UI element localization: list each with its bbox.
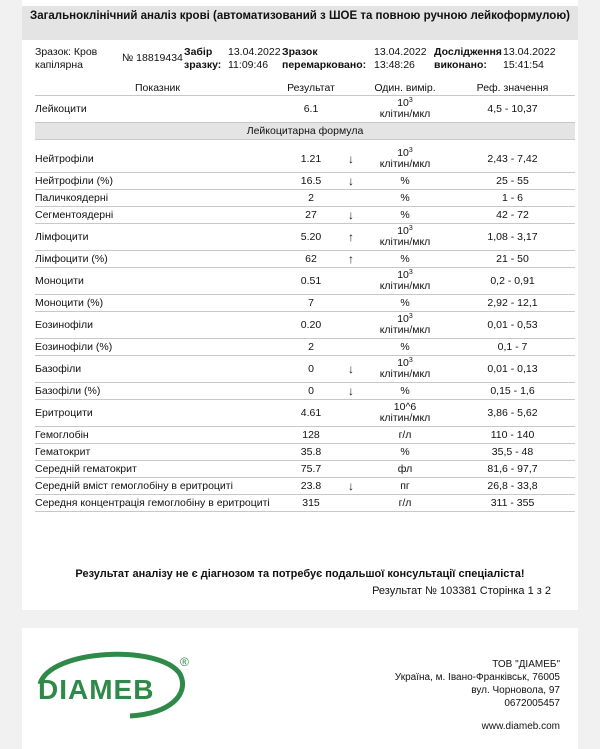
result-value: 0.20 [280,312,342,339]
company-name: ТОВ "ДІАМЕБ" [492,659,560,670]
unit-base: 10 [397,357,409,369]
reference-range: 0,1 - 7 [450,339,575,356]
col-header-flag [342,80,360,96]
reference-range: 42 - 72 [450,207,575,224]
reference-range: 2,43 - 7,42 [450,146,575,173]
relabel-time: 13:48:26 [374,59,415,71]
result-value: 7 [280,295,342,312]
col-header-reference: Реф. значення [450,80,575,96]
reference-range: 0,01 - 0,53 [450,312,575,339]
table-row [35,251,575,268]
parameter-name: Середній вміст гемоглобіну в еритроциті [35,478,280,495]
unit-text: фл [397,462,413,475]
parameter-name: Паличкоядерні [35,190,280,207]
unit-cell [360,295,450,312]
collect-datetime [228,46,281,72]
result-value: 2 [280,339,342,356]
result-flag [342,444,360,461]
diameb-logo [30,644,200,724]
unit-text: клітин/мкл [379,412,431,424]
unit-exponent: 3 [408,97,413,104]
reference-range: 25 - 55 [450,173,575,190]
reference-range: 1 - 6 [450,190,575,207]
table-row [35,444,575,461]
relabel-date: 13.04.2022 [374,46,427,58]
unit-text: % [400,384,410,397]
table-row [35,312,575,339]
unit-text: пг [400,479,410,492]
result-value: 62 [280,251,342,268]
parameter-name: Нейтрофіли (%) [35,173,280,190]
unit-text: клітин/мкл [379,368,431,380]
section-header-body [35,123,575,147]
unit-exponent: 3 [408,147,413,154]
parameter-name: Лімфоцити (%) [35,251,280,268]
unit-text: клітин/мкл [379,280,431,292]
unit-base: 10 [397,147,409,159]
table-row [35,96,575,123]
unit-cell [360,427,450,444]
parameter-name: Базофіли (%) [35,383,280,400]
col-header-parameter: Показник [35,80,280,96]
unit-text: клітин/мкл [379,324,431,336]
unit-cell [360,207,450,224]
table-row [35,461,575,478]
result-value: 315 [280,495,342,512]
result-value: 0.51 [280,268,342,295]
report-title: Загальноклінічний аналіз крові (автоматизований з ШОЕ та повною ручною лейкоформулою) [22,6,578,40]
logo-registered-mark: ® [180,655,189,669]
reference-range: 0,2 - 0,91 [450,268,575,295]
unit-text: % [400,445,410,458]
table-row [35,224,575,251]
done-time: 15:41:54 [503,59,544,71]
unit-cell [360,251,450,268]
result-flag: ↓ [342,478,360,495]
parameter-name: Середній гематокрит [35,461,280,478]
parameter-name: Моноцити (%) [35,295,280,312]
unit-base: 10 [397,269,409,281]
unit-exponent: 3 [408,357,413,364]
done-datetime [503,46,556,72]
table-row [35,383,575,400]
reference-range: 81,6 - 97,7 [450,461,575,478]
result-flag [342,427,360,444]
unit-base: 10 [397,97,409,109]
unit-text: клітин/мкл [379,236,431,248]
unit-text: % [400,296,410,309]
unit-cell [360,400,450,427]
company-info [395,658,560,710]
logo-graphic [30,644,200,724]
result-value: 2 [280,190,342,207]
parameter-name: Гематокрит [35,444,280,461]
footer-page [22,628,578,749]
unit-text: % [400,191,410,204]
result-flag: ↓ [342,173,360,190]
company-address-city: Україна, м. Івано-Франківськ, 76005 [394,672,560,683]
result-flag: ↑ [342,224,360,251]
sample-label: Зразок: Кров капілярна [35,46,98,71]
relabel-datetime [374,46,427,72]
result-flag: ↓ [342,356,360,383]
parameter-name: Гемоглобін [35,427,280,444]
unit-text: % [400,340,410,353]
col-header-result: Результат [280,80,342,96]
table-row [35,268,575,295]
parameter-name: Еозинофіли [35,312,280,339]
unit-text: клітин/мкл [379,158,431,170]
result-flag [342,295,360,312]
unit-cell [360,96,450,123]
reference-range: 3,86 - 5,62 [450,400,575,427]
collect-time: 11:09:46 [228,59,269,71]
parameter-name: Лімфоцити [35,224,280,251]
table-row [35,146,575,173]
unit-exponent: 3 [408,225,413,232]
results-table [35,80,575,512]
result-flag [342,190,360,207]
result-flag [342,461,360,478]
table-row [35,495,575,512]
unit-text: г/л [398,428,412,441]
result-flag [342,495,360,512]
parameter-name: Нейтрофіли [35,146,280,173]
result-value: 6.1 [280,96,342,123]
table-row [35,190,575,207]
result-value: 1.21 [280,146,342,173]
col-header-unit: Один. вимір. [360,80,450,96]
unit-cell [360,356,450,383]
result-flag: ↓ [342,207,360,224]
result-flag [342,339,360,356]
reference-range: 21 - 50 [450,251,575,268]
result-value: 4.61 [280,400,342,427]
unit-text: % [400,252,410,265]
result-flag: ↓ [342,146,360,173]
reference-range: 35,5 - 48 [450,444,575,461]
parameter-name: Базофіли [35,356,280,383]
unit-text: клітин/мкл [379,108,431,120]
unit-cell [360,173,450,190]
company-website: www.diameb.com [481,721,560,732]
table-row [35,427,575,444]
page-info: Результат № 103381 Сторінка 1 з 2 [372,585,551,597]
result-value: 16.5 [280,173,342,190]
unit-cell [360,190,450,207]
unit-exponent: 3 [408,269,413,276]
unit-exponent: 3 [408,313,413,320]
unit-cell [360,312,450,339]
result-value: 75.7 [280,461,342,478]
unit-cell [360,383,450,400]
result-value: 23.8 [280,478,342,495]
reference-range: 26,8 - 33,8 [450,478,575,495]
result-value: 0 [280,383,342,400]
unit-text: % [400,208,410,221]
reference-range: 0,01 - 0,13 [450,356,575,383]
result-flag [342,312,360,339]
report-page [22,0,578,610]
result-value: 35.8 [280,444,342,461]
result-value: 0 [280,356,342,383]
unit-base: 10 [397,313,409,325]
reference-range: 311 - 355 [450,495,575,512]
result-value: 27 [280,207,342,224]
results-top [35,96,575,123]
unit-cell [360,444,450,461]
unit-cell [360,339,450,356]
table-row [35,339,575,356]
section-title: Лейкоцитарна формула [35,123,575,140]
logo-text: DIAMEB [38,674,155,705]
reference-range: 1,08 - 3,17 [450,224,575,251]
table-row [35,295,575,312]
reference-range: 4,5 - 10,37 [450,96,575,123]
result-value: 128 [280,427,342,444]
sample-number: № 18819434 [122,52,183,64]
result-flag: ↓ [342,383,360,400]
unit-cell [360,268,450,295]
table-row [35,356,575,383]
unit-cell [360,224,450,251]
unit-text: г/л [398,496,412,509]
reference-range: 2,92 - 12,1 [450,295,575,312]
company-phone: 0672005457 [504,698,560,709]
section-header [35,123,575,140]
company-address-street: вул. Чорновола, 97 [471,685,560,696]
unit-cell [360,146,450,173]
reference-range: 0,15 - 1,6 [450,383,575,400]
results-main [35,146,575,512]
table-row [35,478,575,495]
result-flag: ↑ [342,251,360,268]
unit-cell [360,461,450,478]
unit-text: % [400,174,410,187]
collect-date: 13.04.2022 [228,46,281,58]
unit-base: 10 [397,225,409,237]
table-header [35,80,575,96]
reference-range: 110 - 140 [450,427,575,444]
parameter-name: Еозинофіли (%) [35,339,280,356]
collect-label: Забір зразку: [184,46,222,71]
unit-base: 10^6 [393,401,417,413]
table-row [35,207,575,224]
parameter-name: Середня концентрація гемоглобіну в еритроциті [35,495,280,512]
parameter-name: Еритроцити [35,400,280,427]
result-flag [342,268,360,295]
done-date: 13.04.2022 [503,46,556,58]
done-label: Дослідження виконано: [434,46,502,71]
result-flag [342,96,360,123]
relabel-label: Зразок перемарковано: [282,46,367,71]
parameter-name: Сегментоядерні [35,207,280,224]
result-flag [342,400,360,427]
unit-cell [360,495,450,512]
unit-cell [360,478,450,495]
result-value: 5.20 [280,224,342,251]
table-row [35,400,575,427]
disclaimer-note: Результат аналізу не є діагнозом та потребує подальшої консультації спеціаліста! [75,568,525,580]
table-row [35,173,575,190]
parameter-name: Моноцити [35,268,280,295]
parameter-name: Лейкоцити [35,96,280,123]
